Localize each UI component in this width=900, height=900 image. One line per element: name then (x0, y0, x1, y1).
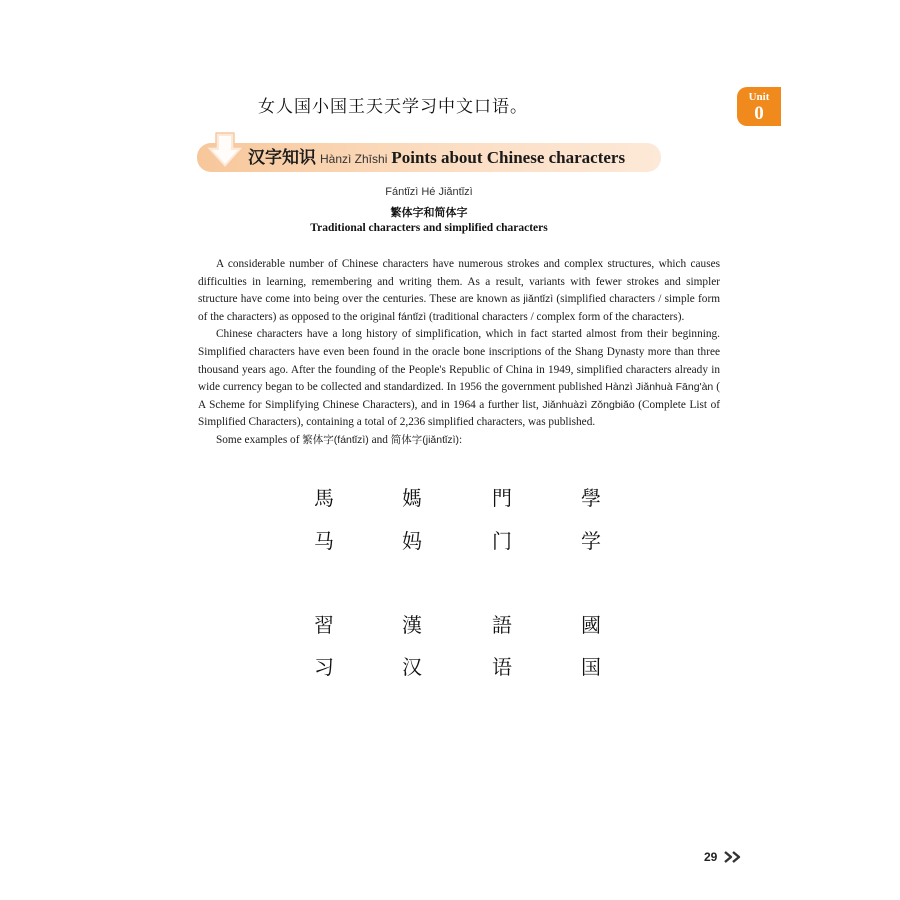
unit-tab (737, 87, 781, 126)
pinyin-term: (jiǎntǐzì) (422, 433, 460, 446)
simplified-character: 国 (581, 655, 601, 679)
subtitle-chinese: 繁体字和简体字 (390, 206, 468, 219)
body-text (198, 256, 720, 450)
down-arrow-icon (202, 131, 248, 171)
pinyin-term: Jiǎnhuàzì Zǒngbiǎo (542, 398, 635, 411)
paragraph-2 (198, 326, 720, 432)
paragraph-3 (198, 432, 720, 450)
traditional-character: 門 (492, 486, 512, 510)
simplified-character: 马 (314, 529, 334, 553)
unit-label: Unit (748, 91, 770, 103)
subtitle-english: Traditional characters and simplified characters (310, 222, 548, 234)
paragraph-text: ( A Scheme for Simplifying Chinese Characters), and in 1964 a further list, (198, 381, 720, 411)
pinyin-term: jiǎntǐzì (523, 293, 554, 306)
paragraph-text: (simplified characters / simple form of the characters) as opposed to the original (198, 293, 720, 323)
paragraph-text: A considerable number of Chinese characters have numerous strokes and complex structures, which causes difficulties in learning, remembering and writing them. As a result, variants with fewer strokes and simpler structure have come into being over the centuries. These are known as (198, 258, 720, 306)
paragraph-text: Some examples of (216, 433, 303, 446)
paragraph-text: and (368, 433, 391, 446)
section-title-pinyin: Hànzì Zhīshi (320, 152, 388, 166)
paragraph-text: (Complete List of Simplified Characters), containing a total of 2,236 simplified characters, was published. (198, 398, 720, 429)
traditional-character: 媽 (402, 486, 422, 510)
section-title (248, 145, 625, 171)
simplified-character: 语 (492, 655, 512, 679)
pinyin-term: Hànzì Jiǎnhuà Fāng'àn (605, 381, 714, 394)
traditional-character: 習 (314, 613, 334, 637)
paragraph-text: Chinese characters have a long history of simplification, which in fact started almost from their beginning. Simplified characters have even been found in the oracle bone inscriptions of the Shang Dynasty more than three thousand years ago. After the founding of the People's Republic of China in 1949, simplified characters already in wide currency began to be collected and standardized. In 1956 the government published (198, 328, 720, 394)
traditional-character: 學 (581, 486, 601, 510)
paragraph-text: (traditional characters / complex form of the characters). (426, 310, 685, 323)
simplified-character: 妈 (402, 529, 422, 553)
page-number: 29 (704, 850, 718, 864)
double-chevron-right-icon (724, 851, 744, 863)
traditional-character: 國 (581, 613, 601, 637)
simplified-character: 汉 (402, 655, 422, 679)
subtitle-pinyin: Fántǐzì Hé Jiǎntǐzì (385, 186, 473, 198)
traditional-character: 漢 (402, 613, 422, 637)
paragraph-text: : (459, 433, 463, 446)
traditional-character: 語 (492, 613, 512, 637)
section-title-english: Points about Chinese characters (391, 148, 626, 167)
section-title-chinese: 汉字知识 (248, 148, 316, 168)
chinese-term: 简体字 (390, 433, 423, 446)
pinyin-term: (fántǐzì) (333, 433, 369, 446)
simplified-character: 门 (492, 529, 512, 553)
pinyin-term: fántǐzì (398, 310, 427, 323)
paragraph-1 (198, 256, 720, 326)
chinese-term: 繁体字 (302, 433, 334, 446)
simplified-character: 学 (581, 529, 601, 553)
unit-number: 0 (754, 103, 764, 124)
running-title: 女人国小国王天天学习中文口语。 (258, 97, 528, 117)
traditional-character: 馬 (314, 486, 334, 510)
simplified-character: 习 (314, 655, 334, 679)
